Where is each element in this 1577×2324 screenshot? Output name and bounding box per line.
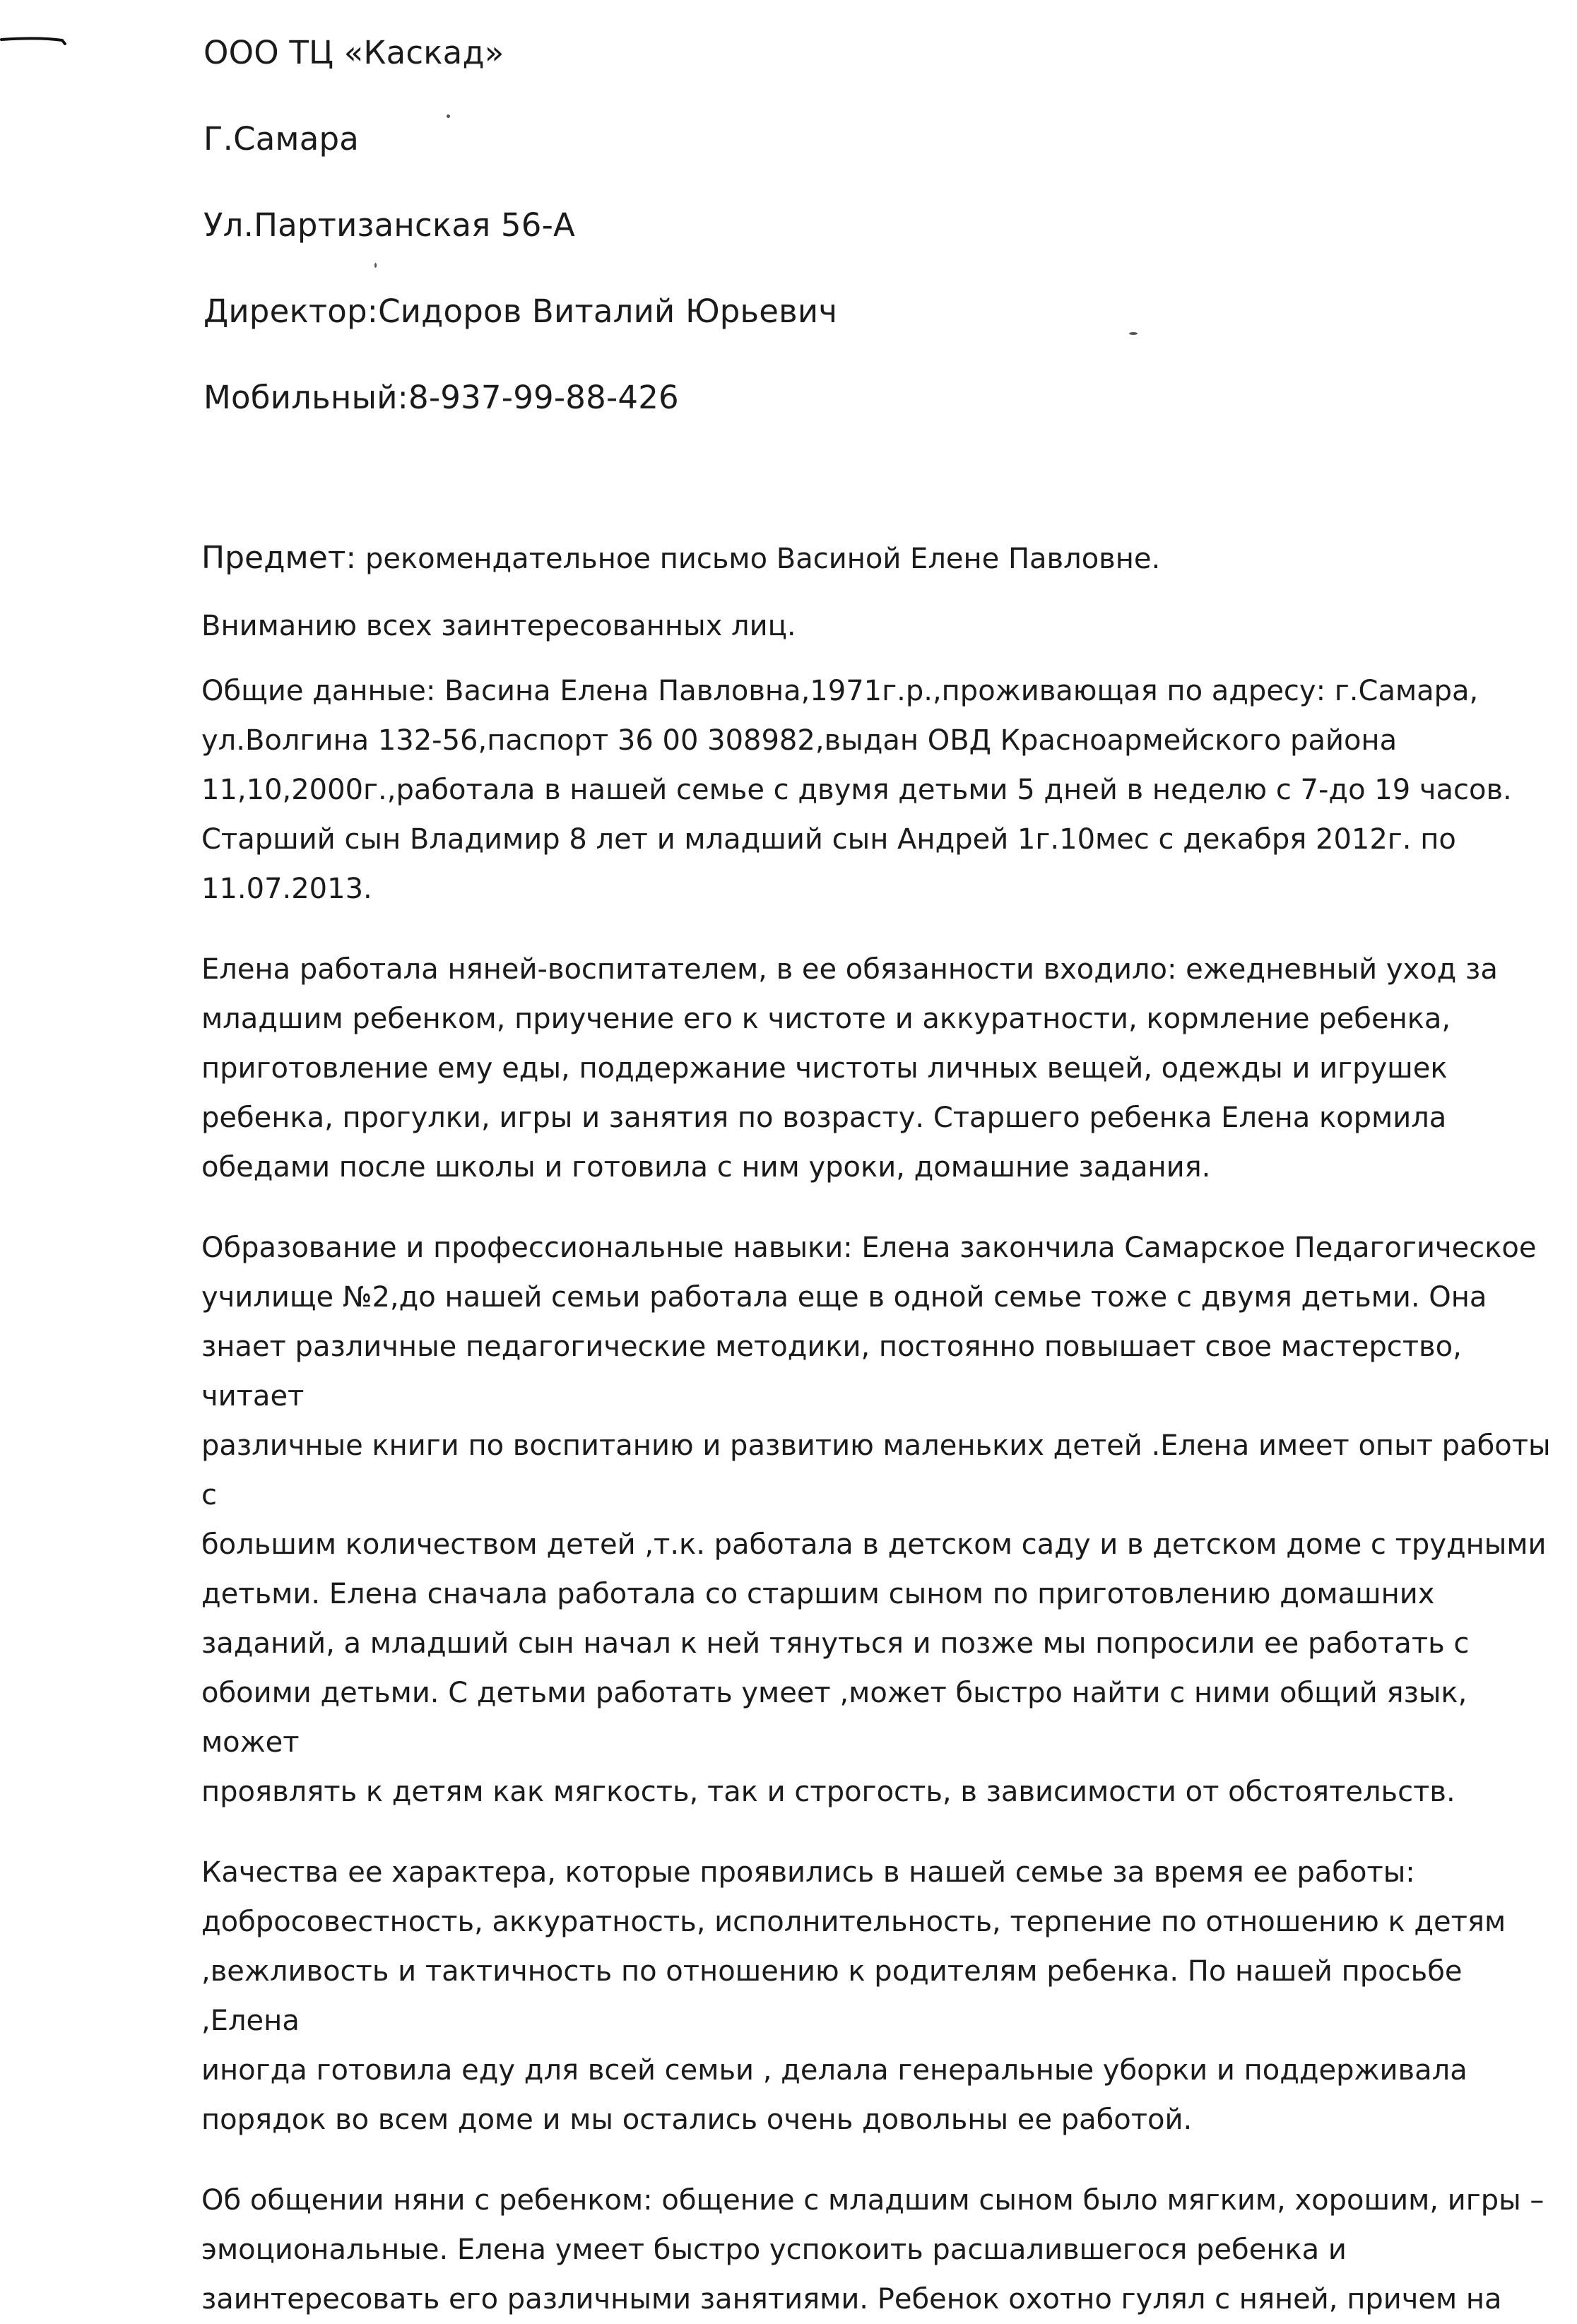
attention-line: Вниманию всех заинтересованных лиц. — [201, 610, 796, 642]
paragraph-education: Образование и профессиональные навыки: Елена закончила Самарское Педагогическое училище №2,до нашей семьи работала еще в одной семье тоже с двумя детьми. Она знает различные педагогические методики, постоянно повышает свое мастерство, читает различные книги по воспитанию и развитию маленьких детей .Елена имеет опыт работы с большим количеством детей ,т.к. работала в детском саду и в детском доме с трудными детьми. Елена сначала работала со старшим сыном по приготовлению домашних заданий, а младший сын начал к ней тянуться и позже мы попросили ее работать с обоими детьми. С детьми работать умеет ,может быстро найти с ними общий язык, может проявлять к детям как мягкость, так и строгость, в зависимости от обстоятельств. — [201, 1232, 1551, 1808]
paragraph-duties: Елена работала няней-воспитателем, в ее обязанности входило: ежедневный уход за младшим ребенком, приучение его к чистоте и аккуратности, кормление ребенка, приготовление ему еды, поддержание чистоты личных вещей, одежды и игрушек ребенка, прогулки, игры и занятия по возрасту. Старшего ребенка Елена кормила обедами после школы и готовила с ним уроки, домашние задания. — [201, 953, 1498, 1184]
letter-body — [201, 530, 1569, 2324]
subject-text: рекомендательное письмо Васиной Елене Павловне. — [356, 543, 1161, 575]
company-street: Ул.Партизанская 56-А — [203, 206, 576, 244]
paragraph-communication: Об общении няни с ребенком: общение с младшим сыном было мягким, хорошим, игры – эмоциональные. Елена умеет быстро успокоить расшалившегося ребенка и заинтересовать его различными занятиями. Ребенок охотно гулял с няней, причем на — [201, 2184, 1544, 2316]
company-city: Г.Самара — [203, 120, 360, 158]
company-director: Директор:Сидоров Виталий Юрьевич — [203, 293, 838, 330]
letter-header — [203, 10, 1546, 441]
subject-line — [201, 530, 1569, 587]
paragraph-character: Качества ее характера, которые проявились в нашей семье за время ее работы: добросовестность, аккуратность, исполнительность, терпение по отношению к детям ,вежливость и тактичность по отношению к родителям ребенка. По нашей просьбе ,Елена иногда готовила еду для всей семьи , делала генеральные уборки и поддерживала порядок во всем доме и мы остались очень довольны ее работой. — [201, 1856, 1506, 2136]
company-mobile: Мобильный:8-937-99-88-426 — [203, 379, 679, 416]
paragraph-general-data: Общие данные: Васина Елена Павловна,1971г.р.,проживающая по адресу: г.Самара, ул.Волгина 132-56,паспорт 36 00 308982,выдан ОВД Красноармейского района 11,10,2000г.,работала в нашей семье с двумя детьми 5 дней в неделю с 7-до 19 часов. Старший сын Владимир 8 лет и младший сын Андрей 1г.10мес с декабря 2012г. по 11.07.2013. — [201, 675, 1512, 905]
company-name: ООО ТЦ «Каскад» — [203, 34, 504, 71]
scan-mark-icon — [0, 31, 68, 47]
subject-label: Предмет: — [201, 540, 357, 576]
